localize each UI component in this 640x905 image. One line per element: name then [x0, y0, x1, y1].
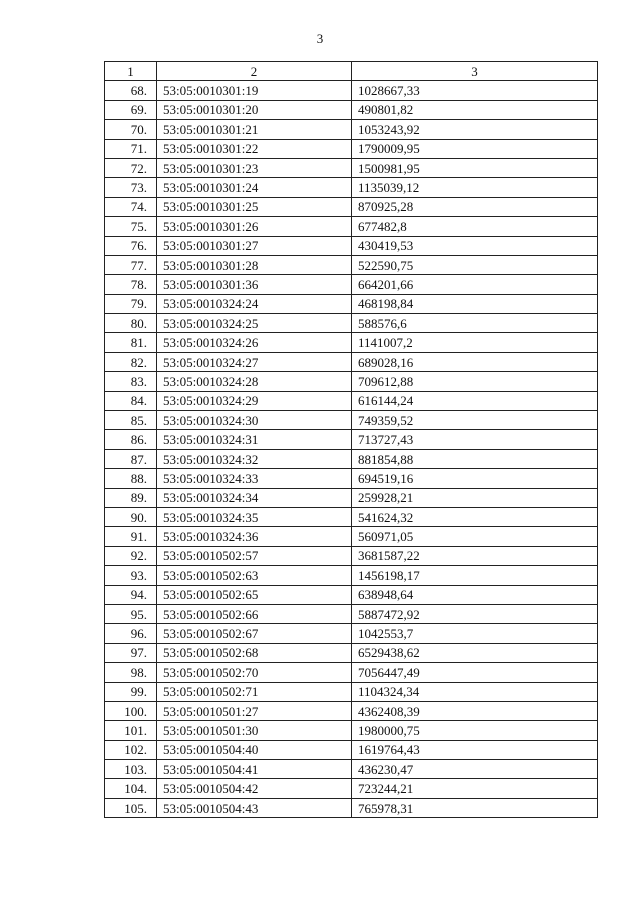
cadastral-number-cell: 53:05:0010301:22	[157, 139, 352, 158]
table-row	[105, 352, 598, 371]
cadastral-number-cell: 53:05:0010301:20	[157, 100, 352, 119]
cadastral-value-cell: 468198,84	[352, 294, 598, 313]
cadastral-value-cell: 689028,16	[352, 352, 598, 371]
row-index-cell: 77.	[105, 255, 157, 274]
row-index-cell: 94.	[105, 585, 157, 604]
cadastral-number-cell: 53:05:0010301:27	[157, 236, 352, 255]
row-index-cell: 98.	[105, 663, 157, 682]
cadastral-number-cell: 53:05:0010504:41	[157, 760, 352, 779]
cadastral-value-cell: 588576,6	[352, 314, 598, 333]
cadastral-number-cell: 53:05:0010504:42	[157, 779, 352, 798]
cadastral-number-cell: 53:05:0010324:29	[157, 391, 352, 410]
cadastral-value-cell: 1104324,34	[352, 682, 598, 701]
table-row	[105, 507, 598, 526]
cadastral-number-cell: 53:05:0010301:36	[157, 275, 352, 294]
cadastral-value-cell: 1980000,75	[352, 721, 598, 740]
cadastral-value-cell: 4362408,39	[352, 701, 598, 720]
table-row	[105, 740, 598, 759]
row-index-cell: 82.	[105, 352, 157, 371]
row-index-cell: 103.	[105, 760, 157, 779]
row-index-cell: 70.	[105, 120, 157, 139]
row-index-cell: 72.	[105, 158, 157, 177]
table-row	[105, 604, 598, 623]
row-index-cell: 79.	[105, 294, 157, 313]
cadastral-number-cell: 53:05:0010502:57	[157, 546, 352, 565]
cadastral-value-table	[104, 61, 598, 818]
cadastral-value-cell: 259928,21	[352, 488, 598, 507]
cadastral-number-cell: 53:05:0010301:24	[157, 178, 352, 197]
table-row	[105, 275, 598, 294]
cadastral-number-cell: 53:05:0010324:32	[157, 449, 352, 468]
row-index-cell: 83.	[105, 372, 157, 391]
cadastral-value-cell: 522590,75	[352, 255, 598, 274]
row-index-cell: 89.	[105, 488, 157, 507]
table-row	[105, 701, 598, 720]
row-index-cell: 74.	[105, 197, 157, 216]
table-row	[105, 643, 598, 662]
row-index-cell: 73.	[105, 178, 157, 197]
row-index-cell: 78.	[105, 275, 157, 294]
cadastral-number-cell: 53:05:0010502:71	[157, 682, 352, 701]
cadastral-number-cell: 53:05:0010324:31	[157, 430, 352, 449]
cadastral-value-cell: 541624,32	[352, 507, 598, 526]
table-row	[105, 391, 598, 410]
table-row	[105, 721, 598, 740]
cadastral-number-cell: 53:05:0010502:65	[157, 585, 352, 604]
cadastral-number-cell: 53:05:0010502:68	[157, 643, 352, 662]
cadastral-value-cell: 664201,66	[352, 275, 598, 294]
cadastral-number-cell: 53:05:0010301:23	[157, 158, 352, 177]
table-row	[105, 372, 598, 391]
row-index-cell: 97.	[105, 643, 157, 662]
row-index-cell: 85.	[105, 411, 157, 430]
row-index-cell: 69.	[105, 100, 157, 119]
cadastral-number-cell: 53:05:0010502:63	[157, 566, 352, 585]
cadastral-number-cell: 53:05:0010324:24	[157, 294, 352, 313]
cadastral-value-cell: 7056447,49	[352, 663, 598, 682]
row-index-cell: 86.	[105, 430, 157, 449]
table-body	[105, 81, 598, 818]
table-row	[105, 139, 598, 158]
cadastral-value-cell: 3681587,22	[352, 546, 598, 565]
cadastral-value-cell: 870925,28	[352, 197, 598, 216]
cadastral-value-cell: 490801,82	[352, 100, 598, 119]
row-index-cell: 100.	[105, 701, 157, 720]
row-index-cell: 99.	[105, 682, 157, 701]
table-row	[105, 663, 598, 682]
table-row	[105, 197, 598, 216]
table-row	[105, 314, 598, 333]
row-index-cell: 80.	[105, 314, 157, 333]
cadastral-number-cell: 53:05:0010301:28	[157, 255, 352, 274]
table-row	[105, 488, 598, 507]
table-header	[105, 62, 598, 81]
column-header-cadastral-number: 2	[157, 62, 352, 81]
cadastral-number-cell: 53:05:0010324:27	[157, 352, 352, 371]
table-row	[105, 158, 598, 177]
cadastral-value-cell: 430419,53	[352, 236, 598, 255]
table-row	[105, 779, 598, 798]
row-index-cell: 104.	[105, 779, 157, 798]
cadastral-number-cell: 53:05:0010324:25	[157, 314, 352, 333]
cadastral-number-cell: 53:05:0010502:70	[157, 663, 352, 682]
table-row	[105, 760, 598, 779]
cadastral-value-cell: 6529438,62	[352, 643, 598, 662]
cadastral-value-cell: 723244,21	[352, 779, 598, 798]
cadastral-number-cell: 53:05:0010504:40	[157, 740, 352, 759]
cadastral-value-cell: 1456198,17	[352, 566, 598, 585]
cadastral-value-cell: 1042553,7	[352, 624, 598, 643]
cadastral-number-cell: 53:05:0010501:27	[157, 701, 352, 720]
row-index-cell: 101.	[105, 721, 157, 740]
table-row	[105, 430, 598, 449]
cadastral-value-cell: 1135039,12	[352, 178, 598, 197]
table-row	[105, 81, 598, 100]
cadastral-number-cell: 53:05:0010324:30	[157, 411, 352, 430]
table-row	[105, 449, 598, 468]
column-header-cadastral-value: 3	[352, 62, 598, 81]
cadastral-number-cell: 53:05:0010504:43	[157, 798, 352, 817]
cadastral-number-cell: 53:05:0010324:26	[157, 333, 352, 352]
row-index-cell: 71.	[105, 139, 157, 158]
cadastral-value-cell: 709612,88	[352, 372, 598, 391]
cadastral-value-cell: 677482,8	[352, 217, 598, 236]
table-row	[105, 546, 598, 565]
row-index-cell: 68.	[105, 81, 157, 100]
row-index-cell: 88.	[105, 469, 157, 488]
row-index-cell: 75.	[105, 217, 157, 236]
table-row	[105, 120, 598, 139]
table-row	[105, 255, 598, 274]
table-row	[105, 527, 598, 546]
cadastral-value-cell: 1141007,2	[352, 333, 598, 352]
column-header-index: 1	[105, 62, 157, 81]
cadastral-number-cell: 53:05:0010301:21	[157, 120, 352, 139]
table-row	[105, 294, 598, 313]
cadastral-value-cell: 1619764,43	[352, 740, 598, 759]
cadastral-number-cell: 53:05:0010301:26	[157, 217, 352, 236]
table-row	[105, 178, 598, 197]
cadastral-value-cell: 881854,88	[352, 449, 598, 468]
cadastral-number-cell: 53:05:0010324:34	[157, 488, 352, 507]
row-index-cell: 87.	[105, 449, 157, 468]
cadastral-number-cell: 53:05:0010502:67	[157, 624, 352, 643]
cadastral-value-cell: 713727,43	[352, 430, 598, 449]
cadastral-number-cell: 53:05:0010301:19	[157, 81, 352, 100]
cadastral-number-cell: 53:05:0010324:33	[157, 469, 352, 488]
table-row	[105, 585, 598, 604]
cadastral-value-cell: 638948,64	[352, 585, 598, 604]
row-index-cell: 93.	[105, 566, 157, 585]
cadastral-number-cell: 53:05:0010324:36	[157, 527, 352, 546]
table-row	[105, 469, 598, 488]
cadastral-value-cell: 1053243,92	[352, 120, 598, 139]
table-row	[105, 411, 598, 430]
cadastral-number-cell: 53:05:0010502:66	[157, 604, 352, 623]
cadastral-value-cell: 560971,05	[352, 527, 598, 546]
cadastral-value-cell: 694519,16	[352, 469, 598, 488]
cadastral-number-cell: 53:05:0010501:30	[157, 721, 352, 740]
header-row	[105, 62, 598, 81]
table-row	[105, 798, 598, 817]
cadastral-number-cell: 53:05:0010301:25	[157, 197, 352, 216]
row-index-cell: 76.	[105, 236, 157, 255]
table-row	[105, 236, 598, 255]
row-index-cell: 90.	[105, 507, 157, 526]
row-index-cell: 84.	[105, 391, 157, 410]
cadastral-value-cell: 5887472,92	[352, 604, 598, 623]
cadastral-value-cell: 1500981,95	[352, 158, 598, 177]
row-index-cell: 92.	[105, 546, 157, 565]
cadastral-value-cell: 1790009,95	[352, 139, 598, 158]
table-row	[105, 624, 598, 643]
row-index-cell: 95.	[105, 604, 157, 623]
page-number: 3	[316, 31, 324, 46]
cadastral-value-cell: 616144,24	[352, 391, 598, 410]
row-index-cell: 105.	[105, 798, 157, 817]
cadastral-value-cell: 765978,31	[352, 798, 598, 817]
table-row	[105, 333, 598, 352]
cadastral-value-cell: 436230,47	[352, 760, 598, 779]
table-row	[105, 217, 598, 236]
cadastral-number-cell: 53:05:0010324:28	[157, 372, 352, 391]
table-row	[105, 682, 598, 701]
row-index-cell: 102.	[105, 740, 157, 759]
cadastral-value-cell: 749359,52	[352, 411, 598, 430]
row-index-cell: 81.	[105, 333, 157, 352]
row-index-cell: 91.	[105, 527, 157, 546]
table-row	[105, 100, 598, 119]
row-index-cell: 96.	[105, 624, 157, 643]
cadastral-value-cell: 1028667,33	[352, 81, 598, 100]
cadastral-number-cell: 53:05:0010324:35	[157, 507, 352, 526]
table-row	[105, 566, 598, 585]
